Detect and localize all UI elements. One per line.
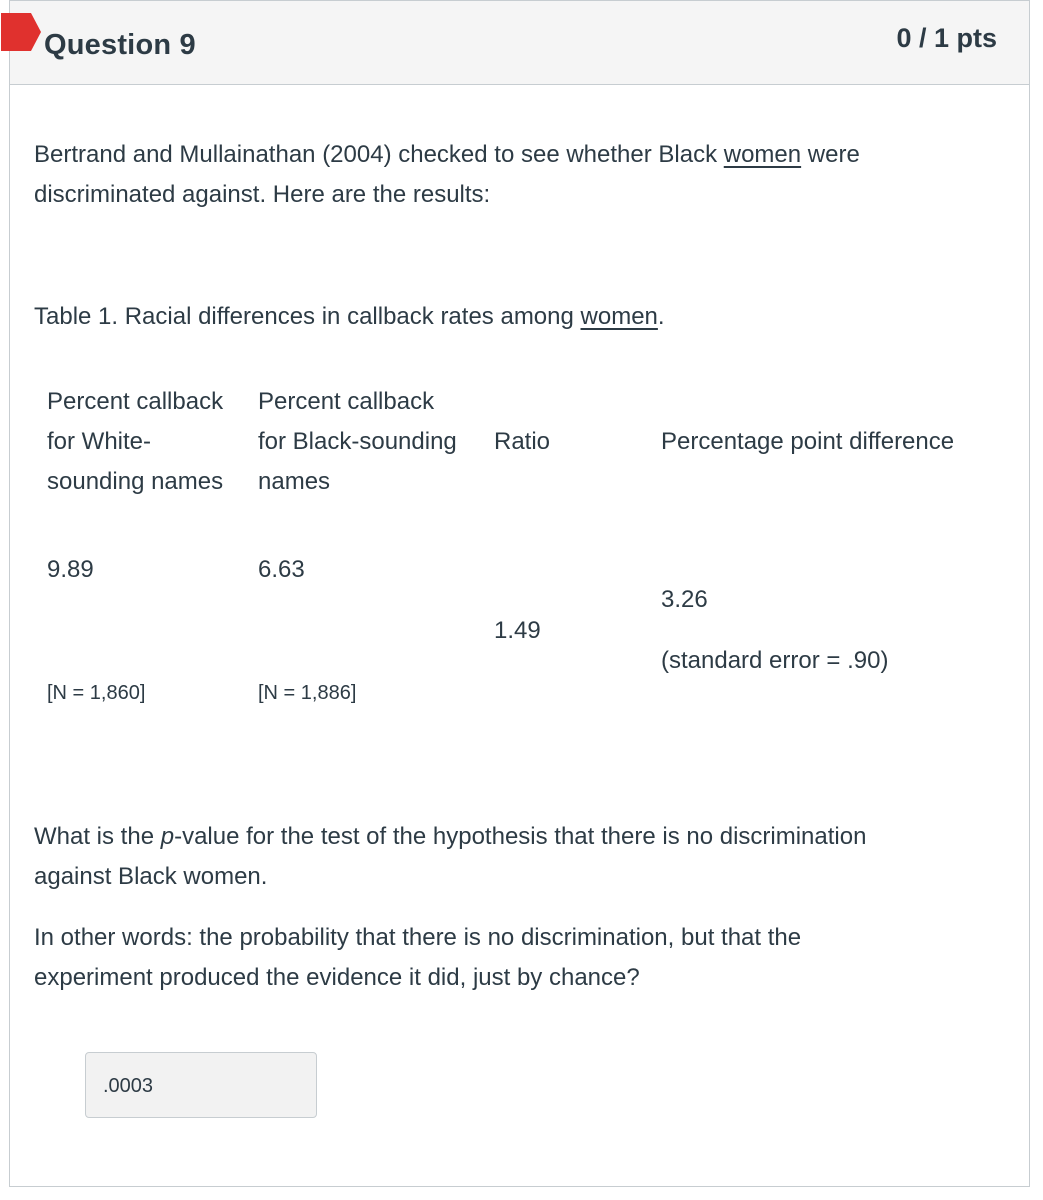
question-points: 0 / 1 pts [896,23,997,53]
col1-header-line1: Percent callback [47,388,224,415]
col1-header-line3: sounding names [47,468,224,495]
ratio-value: 1.49 [494,617,541,644]
caption-text: Table 1. Racial differences in callback rates among [34,303,581,330]
black-sample-size: [N = 1,886] [258,682,357,704]
prompt-text-rest: -value for the test of the hypothesis that there is no discrimination [174,823,867,850]
white-sample-size: [N = 1,860] [47,682,146,704]
prompt-line-4: experiment produced the evidence it did, just by chance? [34,964,640,991]
intro-line-1 [34,135,860,175]
intro-text: Bertrand and Mullainathan (2004) checked to see whether Black [34,141,724,168]
prompt-text: What is the [34,823,161,850]
prompt-italic-p: p [160,823,175,850]
white-callback-value: 9.89 [47,556,94,583]
col2-header-line2: for Black-sounding [258,428,457,455]
col2-header-line1: Percent callback [258,388,435,415]
prompt-line-1 [34,817,866,857]
intro-line-2: discriminated against. Here are the results: [34,181,491,208]
black-callback-value: 6.63 [258,556,305,583]
caption-period: . [657,303,665,330]
intro-text-end: were [801,141,860,168]
col4-header: Percentage point difference [661,428,955,455]
table-caption [34,297,665,337]
col2-header-line3: names [258,468,331,495]
col1-header-line2: for White- [47,428,152,455]
difference-value: 3.26 [661,586,708,613]
prompt-line-2: against Black women. [34,863,268,890]
incorrect-flag-icon [1,13,41,51]
col3-header: Ratio [494,428,551,455]
question-header [10,1,1029,85]
prompt-line-3: In other words: the probability that there is no discrimination, but that the [34,924,802,951]
intro-underlined: women [723,141,802,168]
question-title: Question 9 [44,29,196,61]
answer-input[interactable]: .0003 [85,1052,317,1118]
difference-standard-error: (standard error = .90) [661,647,889,674]
caption-underlined: women [580,303,658,330]
